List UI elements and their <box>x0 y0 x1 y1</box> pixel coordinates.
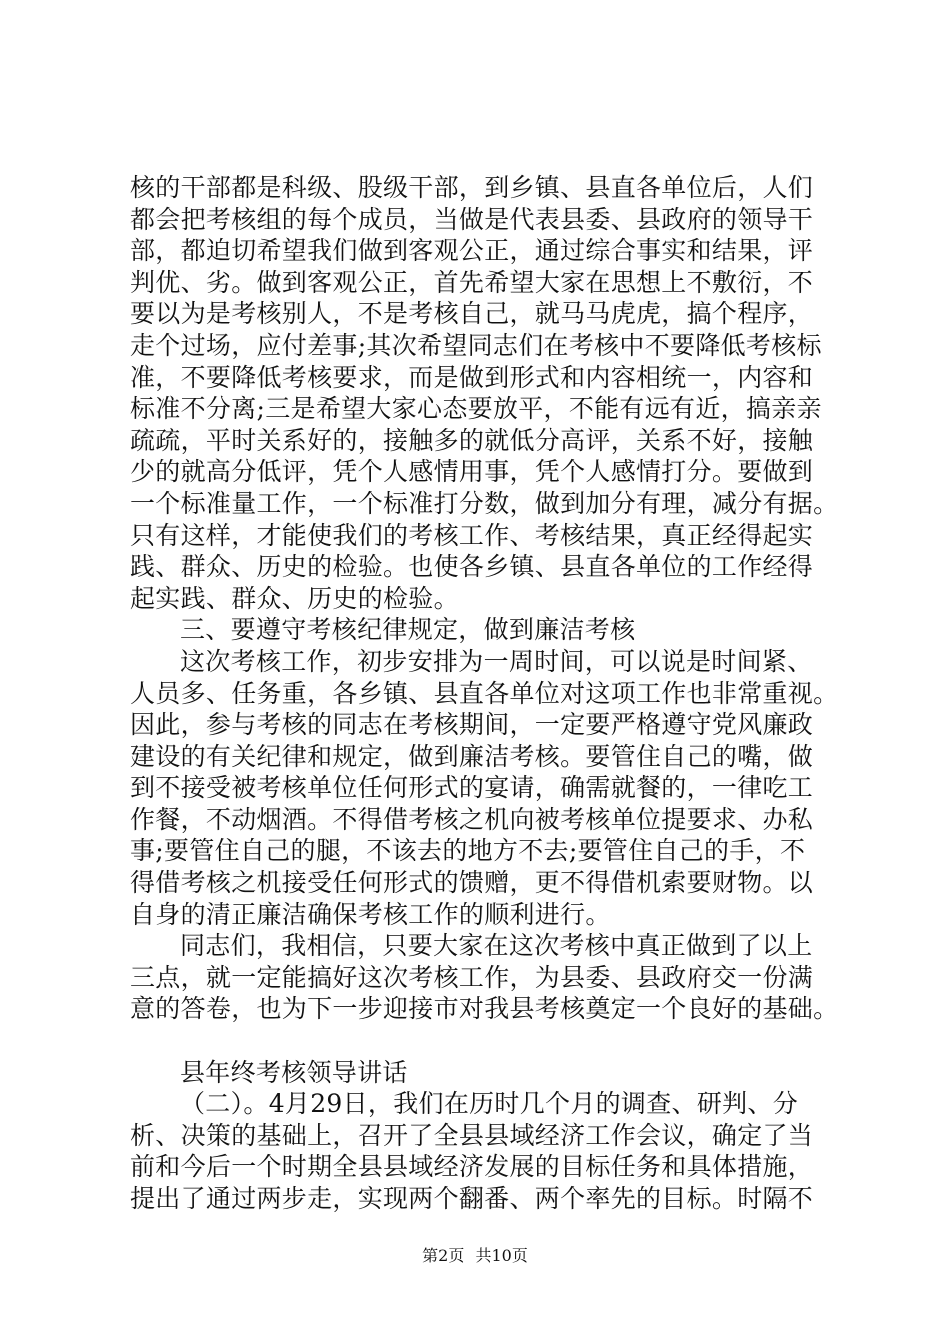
section-heading: 三、要遵守考核纪律规定，做到廉洁考核 <box>180 615 636 645</box>
page-number: 第2页 <box>422 1246 465 1265</box>
text-line: 核的干部都是科级、股级干部，到乡镇、县直各单位后，人们 <box>130 173 814 202</box>
text-line: 只有这样，才能使我们的考核工作、考核结果，真正经得起实 <box>130 520 814 550</box>
text-line: 意的答卷，也为下一步迎接市对我县考核奠定一个良好的基础。 <box>130 994 839 1024</box>
text-line: 准，不要降低考核要求，而是做到形式和内容相统一，内容和 <box>130 362 814 392</box>
page-total: 共10页 <box>475 1246 528 1265</box>
text-line: 因此，参与考核的同志在考核期间，一定要严格遵守党风廉政 <box>130 710 814 740</box>
text-line: 人员多、任务重，各乡镇、县直各单位对这项工作也非常重视。 <box>130 678 839 708</box>
text-line: 提出了通过两步走，实现两个翻番、两个率先的目标。时隔不 <box>130 1184 814 1213</box>
text-line: 走个过场，应付差事;其次希望同志们在考核中不要降低考核标 <box>130 330 822 360</box>
document-subtitle: 县年终考核领导讲话 <box>180 1057 408 1087</box>
text-line: 疏疏，平时关系好的，接触多的就低分高评，关系不好，接触 <box>130 425 814 455</box>
paragraph-start: （二）。4月29日，我们在历时几个月的调查、研判、分 <box>180 1089 799 1119</box>
text-line: 要以为是考核别人，不是考核自己，就马马虎虎，搞个程序， <box>130 299 814 329</box>
text-line: 都会把考核组的每个成员，当做是代表县委、县政府的领导干 <box>130 204 814 234</box>
text-line: 少的就高分低评，凭个人感情用事，凭个人感情打分。要做到 <box>130 457 814 487</box>
text-line: 判优、劣。做到客观公正，首先希望大家在思想上不敷衍，不 <box>130 267 814 297</box>
text-line: 析、决策的基础上，召开了全县县域经济工作会议，确定了当 <box>130 1120 814 1150</box>
text-line: 作餐，不动烟酒。不得借考核之机向被考核单位提要求、办私 <box>130 804 814 834</box>
text-line: 建设的有关纪律和规定，做到廉洁考核。要管住自己的嘴，做 <box>130 741 814 771</box>
text-line: 前和今后一个时期全县县域经济发展的目标任务和具体措施， <box>130 1152 814 1182</box>
text-line: 得借考核之机接受任何形式的馈赠，更不得借机索要财物。以 <box>130 868 814 898</box>
text-line: 标准不分离;三是希望大家心态要放平，不能有远有近，搞亲亲 <box>130 394 822 424</box>
paragraph-start: 这次考核工作，初步安排为一周时间，可以说是时间紧、 <box>180 646 813 676</box>
text-line: 三点，就一定能搞好这次考核工作，为县委、县政府交一份满 <box>130 962 814 992</box>
text-line: 事;要管住自己的腿，不该去的地方不去;要管住自己的手，不 <box>130 836 806 866</box>
text-line: 践、群众、历史的检验。也使各乡镇、县直各单位的工作经得 <box>130 552 814 582</box>
text-line: 部，都迫切希望我们做到客观公正，通过综合事实和结果，评 <box>130 236 814 266</box>
text-line: 自身的清正廉洁确保考核工作的顺利进行。 <box>130 899 611 929</box>
page-footer <box>0 1246 950 1266</box>
document-body <box>130 172 850 1215</box>
text-line: 一个标准量工作，一个标准打分数，做到加分有理，减分有据。 <box>130 488 839 518</box>
paragraph-gap <box>130 1025 850 1057</box>
paragraph-start: 同志们，我相信，只要大家在这次考核中真正做到了以上 <box>180 931 813 961</box>
text-line: 起实践、群众、历史的检验。 <box>130 583 459 613</box>
text-line: 到不接受被考核单位任何形式的宴请，确需就餐的，一律吃工 <box>130 773 814 803</box>
